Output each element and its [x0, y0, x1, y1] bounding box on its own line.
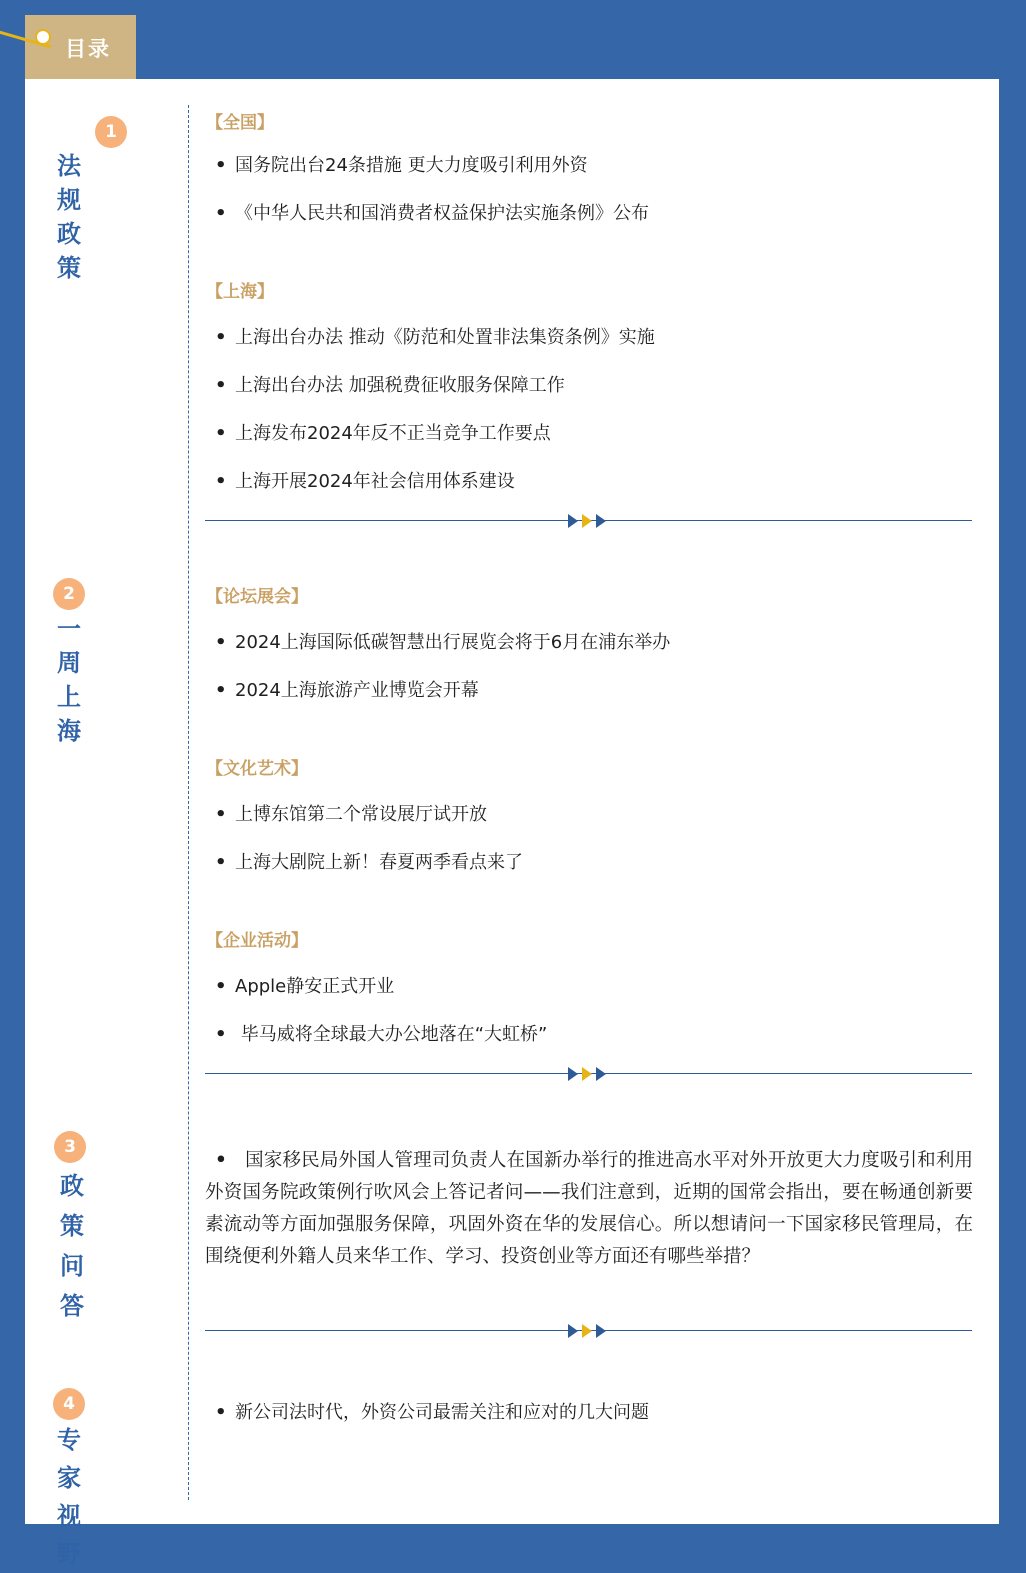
list-item[interactable]: • 上海出台办法 加强税费征收服务保障工作 — [215, 375, 565, 396]
list-item[interactable]: • Apple静安正式开业 — [215, 976, 395, 997]
category-label: 【上海】 — [206, 282, 274, 302]
section-title: 法 规 政 策 — [57, 152, 94, 282]
category-label: 【论坛展会】 — [206, 587, 308, 607]
list-item[interactable]: • 上海发布2024年反不正当竞争工作要点 — [215, 423, 551, 444]
section-separator — [205, 1067, 972, 1081]
qa-paragraph[interactable]: • 国家移民局外国人管理司负责人在国新办举行的推进高水平对外开放更大力度吸引和利用外资国务院政策例行吹风会上答记者问——我们注意到，近期的国常会指出，要在畅通创新要素流动等方面加强服务保障，巩固外资在华的发展信心。所以想请问一下国家移民管理局，在围绕便利外籍人员来华工作、学习、投资创业等方面还有哪些举措？ — [205, 1150, 973, 1267]
list-item[interactable]: • 国务院出台24条措施 更大力度吸引利用外资 — [215, 155, 588, 176]
timeline-dashed-line — [188, 105, 189, 1500]
toc-title: 目录 — [65, 37, 111, 61]
section-number-badge: 1 — [95, 116, 127, 148]
category-label: 【文化艺术】 — [206, 759, 308, 779]
list-item[interactable]: • 《中华人民共和国消费者权益保护法实施条例》公布 — [215, 203, 649, 224]
toc-tab — [25, 15, 136, 79]
section-title: 专 家 视 野 — [57, 1426, 94, 1568]
section-number-badge: 3 — [54, 1131, 86, 1163]
triple-arrow-icon — [568, 1067, 610, 1081]
list-item[interactable]: • 2024上海旅游产业博览会开幕 — [215, 680, 479, 701]
list-item[interactable]: • 上海大剧院上新！春夏两季看点来了 — [215, 852, 523, 873]
list-item[interactable]: • 上海出台办法 推动《防范和处置非法集资条例》实施 — [215, 327, 655, 348]
section-title: 一 周 上 海 — [57, 615, 94, 745]
triple-arrow-icon — [568, 514, 610, 528]
section-separator — [205, 514, 972, 528]
content-panel — [25, 79, 999, 1524]
section-title: 政 策 问 答 — [60, 1172, 97, 1320]
triple-arrow-icon — [568, 1324, 610, 1338]
list-item[interactable]: • 上博东馆第二个常设展厅试开放 — [215, 804, 487, 825]
hanger-dot-icon — [35, 29, 51, 45]
section-number-badge: 2 — [53, 578, 85, 610]
section-number-badge: 4 — [53, 1388, 85, 1420]
category-label: 【企业活动】 — [206, 931, 308, 951]
section-separator — [205, 1324, 972, 1338]
list-item[interactable]: • 2024上海国际低碳智慧出行展览会将于6月在浦东举办 — [215, 632, 671, 653]
list-item[interactable]: • 上海开展2024年社会信用体系建设 — [215, 471, 515, 492]
list-item[interactable]: • 毕马威将全球最大办公地落在“大虹桥” — [215, 1024, 548, 1045]
list-item[interactable]: • 新公司法时代，外资公司最需关注和应对的几大问题 — [215, 1402, 649, 1423]
category-label: 【全国】 — [206, 113, 274, 133]
